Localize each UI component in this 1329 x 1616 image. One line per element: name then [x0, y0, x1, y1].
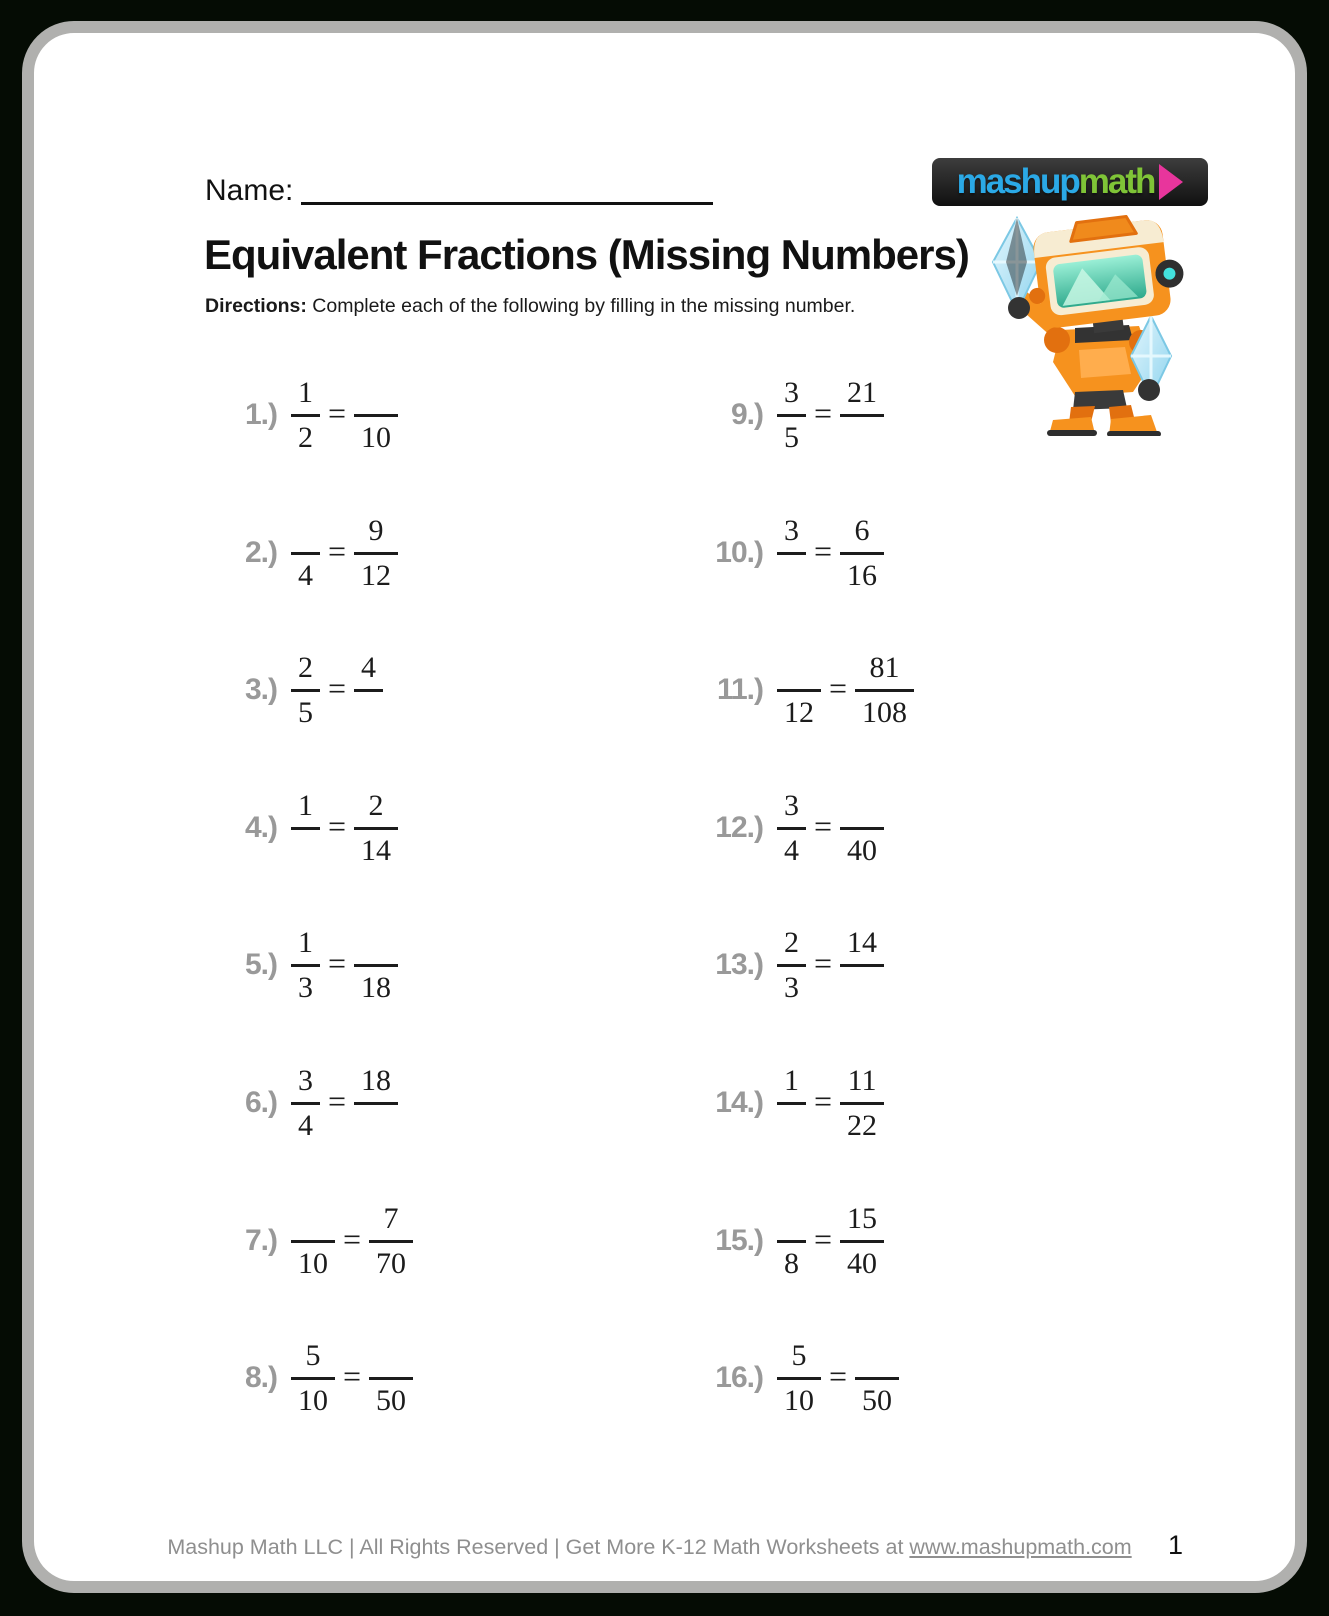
equals-sign: = [814, 1083, 833, 1119]
numerator: 81 [869, 650, 900, 684]
denominator: 2 [298, 420, 313, 454]
robot-mascot-illustration [983, 204, 1195, 436]
problem-number: 5.) [244, 948, 277, 981]
numerator: 3 [784, 788, 799, 822]
fraction-right [354, 922, 398, 1009]
problem-number: 8.) [244, 1361, 277, 1394]
worksheet-title: Equivalent Fractions (Missing Numbers) [204, 231, 969, 278]
fraction-left [291, 1198, 335, 1285]
numerator: 3 [784, 513, 799, 547]
numerator: 1 [784, 1063, 799, 1097]
numerator: 11 [847, 1063, 877, 1097]
numerator: 14 [847, 925, 878, 959]
problem-number: 15.) [715, 1224, 763, 1257]
problem-row [668, 1059, 884, 1147]
equation [291, 372, 398, 459]
answer-blank [306, 1198, 320, 1240]
problem-row [668, 921, 884, 1009]
equation [777, 647, 914, 734]
page-number: 1 [1168, 1530, 1184, 1560]
mashupmath-logo [932, 158, 1208, 206]
equation [777, 1198, 884, 1285]
answer-blank [785, 1105, 799, 1147]
equation [291, 647, 383, 734]
problem-row [668, 646, 914, 734]
equals-sign: = [814, 1221, 833, 1257]
problem-number: 13.) [715, 948, 763, 981]
name-blank-line [301, 200, 713, 205]
fraction-right [840, 510, 884, 597]
equation [291, 1060, 398, 1147]
denominator: 5 [784, 420, 799, 454]
equals-sign: = [343, 1358, 362, 1394]
problem-row [668, 1334, 899, 1422]
problem-row [205, 1197, 413, 1285]
problem-row [668, 784, 884, 872]
answer-blank [369, 922, 383, 964]
denominator: 4 [298, 558, 313, 592]
problem-number: 11.) [716, 673, 763, 706]
denominator: 8 [784, 1246, 799, 1280]
problem-row [205, 784, 398, 872]
worksheet-page [22, 21, 1307, 1593]
answer-blank [870, 1335, 884, 1377]
equals-sign: = [328, 395, 347, 431]
answer-blank [792, 647, 806, 689]
answer-blank [785, 1198, 799, 1240]
denominator: 4 [298, 1108, 313, 1142]
numerator: 2 [298, 650, 313, 684]
denominator: 70 [376, 1246, 407, 1280]
fraction-left [777, 510, 806, 597]
equation [777, 1335, 899, 1422]
denominator: 12 [784, 695, 814, 729]
numerator: 3 [784, 375, 799, 409]
equation [777, 1060, 884, 1147]
problem-row [205, 371, 398, 459]
denominator: 3 [298, 970, 313, 1004]
equation [291, 922, 398, 1009]
fraction-right [840, 1198, 884, 1285]
denominator: 16 [847, 558, 878, 592]
directions-label: Directions: [205, 295, 307, 317]
numerator: 3 [298, 1063, 313, 1097]
numerator: 2 [784, 925, 799, 959]
fraction-left [777, 1335, 821, 1422]
logo-word-mashup: mashup [956, 162, 1079, 201]
fraction-left [291, 1335, 335, 1422]
equation [291, 1335, 413, 1422]
problem-row [668, 509, 884, 597]
fraction-right [354, 647, 383, 734]
fraction-right [369, 1198, 413, 1285]
answer-blank [369, 1105, 383, 1147]
fraction-right [354, 785, 398, 872]
denominator: 3 [784, 970, 799, 1004]
answer-blank [299, 510, 313, 552]
problem-number: 10.) [715, 536, 763, 569]
denominator: 10 [298, 1246, 328, 1280]
fraction-right [354, 510, 398, 597]
footer-text: Mashup Math LLC | All Rights Reserved | Get More K-12 Math Worksheets at [167, 1535, 910, 1559]
fraction-right [354, 372, 398, 459]
equals-sign: = [814, 395, 833, 431]
numerator: 15 [847, 1201, 878, 1235]
fraction-left [777, 785, 806, 872]
equals-sign: = [328, 945, 347, 981]
name-label: Name: [205, 174, 294, 207]
equals-sign: = [328, 808, 347, 844]
equals-sign: = [814, 945, 833, 981]
problem-number: 2.) [244, 536, 277, 569]
answer-blank [384, 1335, 398, 1377]
equation [291, 1198, 413, 1285]
fraction-left [291, 922, 320, 1009]
equals-sign: = [829, 1358, 848, 1394]
numerator: 21 [847, 375, 878, 409]
fraction-right [855, 1335, 899, 1422]
fraction-left [291, 647, 320, 734]
problem-number: 6.) [244, 1086, 277, 1119]
equals-sign: = [328, 533, 347, 569]
worksheet-content [68, 66, 1329, 1614]
name-row [205, 176, 713, 206]
problem-number: 9.) [730, 398, 763, 431]
fraction-right [840, 1060, 884, 1147]
problem-row [205, 921, 398, 1009]
directions-text: Complete each of the following by filling in the missing number. [306, 295, 856, 317]
answer-blank [855, 417, 869, 459]
problem-row [668, 1197, 884, 1285]
fraction-right [840, 785, 884, 872]
problem-number: 4.) [244, 811, 277, 844]
denominator: 14 [361, 833, 392, 867]
denominator: 12 [361, 558, 392, 592]
answer-blank [369, 372, 383, 414]
fraction-left [291, 1060, 320, 1147]
equals-sign: = [829, 670, 848, 706]
numerator: 1 [298, 788, 313, 822]
equals-sign: = [343, 1221, 362, 1257]
denominator: 50 [376, 1383, 407, 1417]
problem-row [668, 371, 884, 459]
problem-row [205, 509, 398, 597]
fraction-left [777, 922, 806, 1009]
answer-blank [855, 785, 869, 827]
denominator: 10 [361, 420, 392, 454]
problem-row [205, 1334, 413, 1422]
numerator: 2 [368, 788, 384, 822]
equation [777, 785, 884, 872]
numerator: 1 [298, 375, 313, 409]
equals-sign: = [814, 808, 833, 844]
denominator: 5 [298, 695, 313, 729]
fraction-left [777, 1198, 806, 1285]
equals-sign: = [814, 533, 833, 569]
fraction-left [291, 372, 320, 459]
fraction-right [369, 1335, 413, 1422]
equals-sign: = [328, 670, 347, 706]
problem-number: 7.) [244, 1224, 277, 1257]
numerator: 18 [361, 1063, 392, 1097]
equals-sign: = [328, 1083, 347, 1119]
denominator: 50 [862, 1383, 893, 1417]
problem-number: 3.) [244, 673, 277, 706]
play-triangle-icon [1159, 164, 1183, 200]
numerator: 6 [854, 513, 870, 547]
denominator: 40 [847, 833, 878, 867]
footer [68, 1535, 1231, 1560]
footer-link[interactable]: www.mashupmath.com [909, 1535, 1132, 1559]
problem-number: 14.) [715, 1086, 763, 1119]
directions [205, 295, 855, 318]
answer-blank [855, 967, 869, 1009]
equation [777, 922, 884, 1009]
fraction-right [840, 922, 884, 1009]
answer-blank [785, 555, 799, 597]
equation [291, 785, 398, 872]
denominator: 108 [862, 695, 908, 729]
denominator: 18 [361, 970, 392, 1004]
fraction-left [777, 372, 806, 459]
denominator: 10 [784, 1383, 814, 1417]
denominator: 40 [847, 1246, 878, 1280]
numerator: 7 [383, 1201, 399, 1235]
problem-row [205, 1059, 398, 1147]
fraction-right [855, 647, 914, 734]
equation [777, 510, 884, 597]
problem-number: 16.) [715, 1361, 763, 1394]
fraction-left [291, 510, 320, 597]
equation [291, 510, 398, 597]
fraction-left [777, 647, 821, 734]
equation [777, 372, 884, 459]
numerator: 4 [361, 650, 377, 684]
denominator: 10 [298, 1383, 328, 1417]
numerator: 5 [305, 1338, 321, 1372]
fraction-right [354, 1060, 398, 1147]
problem-number: 12.) [715, 811, 763, 844]
fraction-left [291, 785, 320, 872]
problem-row [205, 646, 383, 734]
numerator: 5 [791, 1338, 807, 1372]
denominator: 22 [847, 1108, 878, 1142]
answer-blank [299, 830, 313, 872]
numerator: 1 [298, 925, 313, 959]
fraction-left [777, 1060, 806, 1147]
numerator: 9 [368, 513, 384, 547]
problem-number: 1.) [244, 398, 277, 431]
denominator: 4 [784, 833, 799, 867]
answer-blank [362, 692, 376, 734]
fraction-right [840, 372, 884, 459]
logo-word-math: math [1078, 162, 1155, 201]
